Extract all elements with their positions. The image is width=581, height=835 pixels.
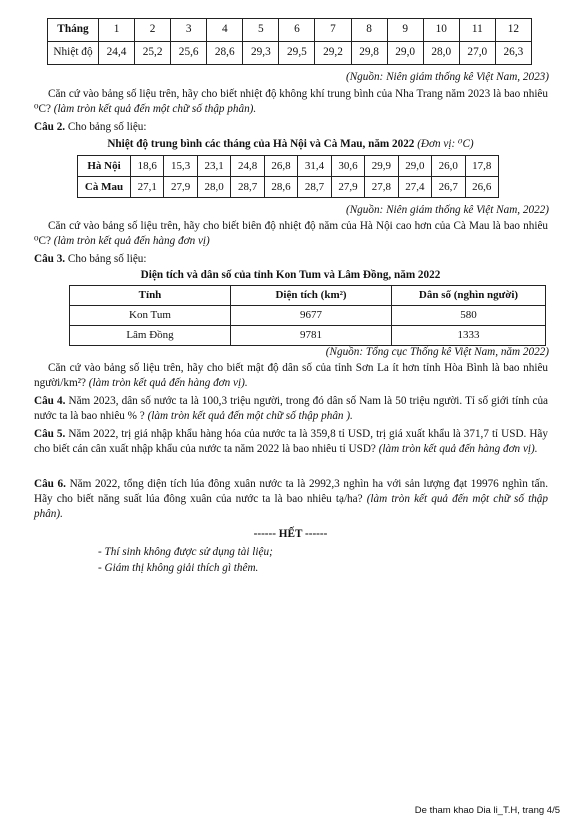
table-cell: 10	[423, 19, 459, 42]
table-cell: 28,0	[197, 177, 230, 198]
table-cell: Cà Mau	[78, 177, 131, 198]
end-mark: ------ HẾT ------	[253, 528, 328, 540]
table-cell: 5	[243, 19, 279, 42]
column-header: Diện tích (km²)	[231, 286, 392, 306]
table-cell: 29,0	[398, 156, 431, 177]
table-cell: 27,4	[398, 177, 431, 198]
table-cell: 6	[279, 19, 315, 42]
rounding-note: (làm tròn kết quả đến hàng đơn vị).	[88, 376, 248, 389]
question-3-text	[34, 361, 548, 391]
table-cell: 28,6	[207, 42, 243, 65]
question-intro: Cho bảng số liệu:	[67, 121, 147, 133]
temperature-table-nha-trang	[47, 18, 532, 65]
table-cell: 27,9	[164, 177, 197, 198]
table-cell: 9677	[231, 306, 392, 326]
table-cell: 27,1	[131, 177, 164, 198]
table-cell: 28,7	[298, 177, 331, 198]
table-cell: 25,6	[171, 42, 207, 65]
table-cell: 29,0	[387, 42, 423, 65]
table-cell: 28,7	[231, 177, 264, 198]
table-cell: 26,0	[432, 156, 465, 177]
rounding-note: (làm tròn kết quả đến hàng đơn vị).	[378, 442, 538, 455]
table-cell: Tháng	[48, 19, 99, 42]
table-cell: 25,2	[135, 42, 171, 65]
table-cell: 1333	[392, 326, 546, 346]
table-cell: Lâm Đồng	[70, 326, 231, 346]
table-cell: 17,8	[465, 156, 498, 177]
table-cell: 23,1	[197, 156, 230, 177]
question-label: Câu 3.	[34, 253, 66, 265]
table-cell: 7	[315, 19, 351, 42]
table-caption	[0, 137, 581, 152]
table-cell: 30,6	[331, 156, 364, 177]
exam-note: - Giám thị không giải thích gì thêm.	[98, 562, 259, 574]
question-text: Năm 2022, trị giá nhập khẩu hàng hóa của nước ta là 359,8 tỉ USD, trị giá xuất khẩu là 371,7 tỉ USD. Hãy cho biết cán cân xuất nhập khẩu của nước ta năm 2022 là bao nhiêu tỉ USD?	[34, 428, 548, 455]
table-header-row	[70, 286, 546, 306]
table-cell: 9	[387, 19, 423, 42]
table-cell: 29,2	[315, 42, 351, 65]
rounding-note: (làm tròn kết quả đến hàng đơn vị)	[53, 234, 210, 247]
page-footer: De tham khao Dia li_T.H, trang 4/5	[414, 805, 560, 816]
table-cell: Nhiệt độ	[48, 42, 99, 65]
question-4	[34, 394, 548, 424]
unit-label: (Đơn vị: ⁰C)	[417, 138, 474, 150]
table-cell: 18,6	[131, 156, 164, 177]
table-cell: 26,8	[264, 156, 297, 177]
table-cell: 29,3	[243, 42, 279, 65]
question-text: Căn cứ vào bảng số liệu trên, hãy cho biết nhiệt độ không khí trung bình của Nha Trang năm 2023 là bao nhiêu ⁰C?	[34, 88, 548, 115]
table-row	[70, 306, 546, 326]
table-cell: 27,0	[459, 42, 495, 65]
table-cell: Hà Nội	[78, 156, 131, 177]
area-population-table	[69, 285, 546, 346]
table-cell: 27,9	[331, 177, 364, 198]
table-cell: 31,4	[298, 156, 331, 177]
question-label: Câu 6.	[34, 478, 66, 490]
source-note: (Nguồn: Tổng cục Thống kê Việt Nam, năm 2022)	[325, 346, 549, 358]
table-cell: 11	[459, 19, 495, 42]
temperature-table-hanoi-camau	[77, 155, 499, 198]
table-cell: Kon Tum	[70, 306, 231, 326]
table-header-row	[48, 19, 532, 42]
question-label: Câu 4.	[34, 395, 66, 407]
question-2-text	[34, 219, 548, 249]
table-cell: 24,4	[99, 42, 135, 65]
table-cell: 27,8	[365, 177, 398, 198]
table-cell: 8	[351, 19, 387, 42]
table-cell: 2	[135, 19, 171, 42]
table-cell: 28,6	[264, 177, 297, 198]
table-cell: 1	[99, 19, 135, 42]
question-1-text	[34, 87, 548, 117]
table-cell: 28,0	[423, 42, 459, 65]
table-cell: 29,9	[365, 156, 398, 177]
table-cell: 29,8	[351, 42, 387, 65]
table-cell: 15,3	[164, 156, 197, 177]
table-cell: 29,5	[279, 42, 315, 65]
table-cell: 4	[207, 19, 243, 42]
question-text: Năm 2022, tổng diện tích lúa đông xuân nước ta là 2992,3 nghìn ha với sản lượng đạt 19976 nghìn tấn. Hãy cho biết năng suất lúa đông xuân của nước ta là bao nhiêu tạ/ha?	[34, 478, 548, 505]
question-text: Căn cứ vào bảng số liệu trên, hãy cho biết biên độ nhiệt độ năm của Hà Nội cao hơn của Cà Mau là bao nhiêu ⁰C?	[34, 220, 548, 247]
table-cell: 26,6	[465, 177, 498, 198]
exam-note: - Thí sinh không được sử dụng tài liệu;	[98, 546, 273, 558]
table-cell: 3	[171, 19, 207, 42]
question-6	[34, 477, 548, 522]
rounding-note: (làm tròn kết quả đến một chữ số thập phân).	[53, 102, 257, 115]
table-cell: 9781	[231, 326, 392, 346]
caption-text: Nhiệt độ trung bình các tháng của Hà Nội và Cà Mau, năm 2022	[107, 138, 415, 150]
table-cell: 24,8	[231, 156, 264, 177]
column-header: Tỉnh	[70, 286, 231, 306]
source-note: (Nguồn: Niên giám thống kê Việt Nam, 2022)	[345, 204, 549, 216]
question-2-intro	[34, 120, 548, 135]
question-5	[34, 427, 548, 457]
question-text: Căn cứ vào bảng số liệu trên, hãy cho biết mật độ dân số của tỉnh Sơn La ít hơn tỉnh Hòa Bình là bao nhiêu người/km²?	[34, 362, 548, 389]
question-3-intro	[34, 252, 548, 267]
table-row	[48, 42, 532, 65]
table-row	[78, 156, 499, 177]
column-header: Dân số (nghìn người)	[392, 286, 546, 306]
table-row	[70, 326, 546, 346]
table-row	[78, 177, 499, 198]
table-cell: 26,3	[495, 42, 531, 65]
table-cell: 580	[392, 306, 546, 326]
rounding-note: (làm tròn kết quả đến một chữ số thập phân).	[34, 492, 548, 520]
rounding-note: (làm tròn kết quả đến một chữ số thập phân ).	[147, 409, 353, 422]
question-label: Câu 5.	[34, 428, 66, 440]
question-text: Năm 2023, dân số nước ta là 100,3 triệu người, trong đó dân số Nam là 50 triệu người. Tỉ số giới tính của nước ta là bao nhiêu % ?	[34, 395, 549, 422]
table-cell: 26,7	[432, 177, 465, 198]
table-caption: Diện tích và dân số của tỉnh Kon Tum và Lâm Đồng, năm 2022	[140, 269, 441, 281]
question-label: Câu 2.	[34, 121, 66, 133]
question-intro: Cho bảng số liệu:	[67, 253, 147, 265]
source-note: (Nguồn: Niên giám thống kê Việt Nam, 2023)	[345, 71, 549, 83]
table-cell: 12	[495, 19, 531, 42]
